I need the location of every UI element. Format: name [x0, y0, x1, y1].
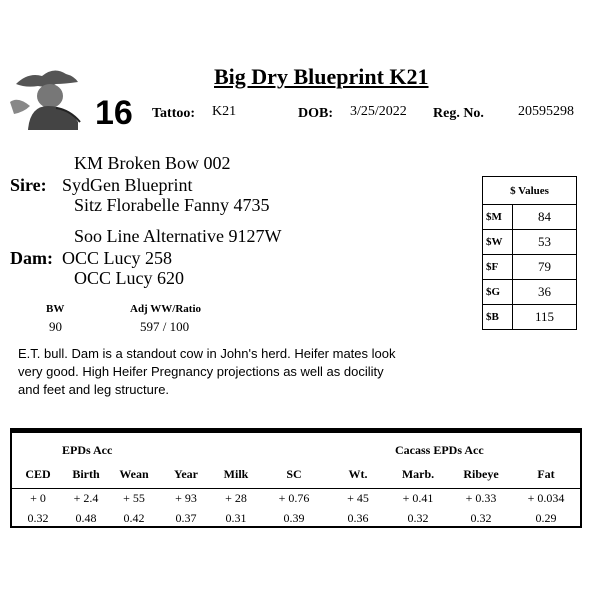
epd-column-header: Birth	[72, 467, 100, 481]
epd-accuracy: 0.32	[470, 511, 492, 525]
dv-value: 115	[513, 305, 577, 330]
dv-value: 79	[513, 255, 577, 280]
reg-value: 20595298	[518, 104, 574, 119]
epd-value: + 93	[175, 491, 197, 505]
dv-key: $B	[483, 305, 513, 330]
table-row	[483, 305, 577, 330]
epd-accuracy: 0.37	[175, 511, 197, 525]
epd-column-header: Ribeye	[463, 467, 499, 481]
epd-column-header: Marb.	[401, 467, 435, 481]
dv-value: 36	[513, 280, 577, 305]
carcass-epds-group-label: Cacass EPDs Acc	[395, 443, 484, 457]
epd-divider	[12, 488, 580, 489]
epd-value: + 0.41	[402, 491, 434, 505]
epd-accuracy: 0.36	[347, 511, 369, 525]
epd-accuracy: 0.29	[535, 511, 557, 525]
epd-value: + 45	[347, 491, 369, 505]
epd-accuracy: 0.39	[283, 511, 305, 525]
ww-value: 597 / 100	[140, 319, 190, 334]
epd-column-header: Wt.	[348, 467, 368, 481]
epd-value: + 0.33	[465, 491, 497, 505]
dv-value: 53	[513, 230, 577, 255]
epd-accuracy: 0.32	[407, 511, 429, 525]
epd-value: + 0.034	[527, 491, 565, 505]
dv-value: 84	[513, 205, 577, 230]
epd-column-header: Fat	[537, 467, 555, 481]
epd-value: + 55	[123, 491, 145, 505]
sire-name: SydGen Blueprint	[62, 175, 193, 195]
epd-accuracy: 0.32	[27, 511, 49, 525]
dam-name: OCC Lucy 258	[62, 248, 172, 268]
epd-value: + 28	[225, 491, 247, 505]
cowboy-photo	[8, 62, 82, 130]
dv-key: $M	[483, 205, 513, 230]
dob-value: 3/25/2022	[350, 104, 407, 119]
epd-accuracy: 0.42	[123, 511, 145, 525]
reg-label: Reg. No.	[433, 106, 484, 121]
epd-accuracy: 0.31	[225, 511, 247, 525]
epd-column-header: Wean	[119, 467, 149, 481]
sire-label: Sire:	[10, 175, 47, 195]
epd-column-header: SC	[286, 467, 302, 481]
dv-key: $G	[483, 280, 513, 305]
dollar-values-table	[482, 176, 577, 330]
notes-text: E.T. bull. Dam is a standout cow in John's herd. Heifer mates look very good. High Heifer Pregnancy projections as well as docility and feet and leg structure.	[18, 346, 396, 397]
sire-dam: Sitz Florabelle Fanny 4735	[74, 195, 270, 215]
dob-label: DOB:	[298, 106, 333, 121]
epd-value: + 2.4	[73, 491, 99, 505]
sire-sire: KM Broken Bow 002	[74, 153, 231, 173]
table-row	[483, 255, 577, 280]
epd-accuracy: 0.48	[75, 511, 97, 525]
bw-label: BW	[46, 303, 65, 315]
dam-dam: OCC Lucy 620	[74, 268, 184, 288]
epd-value: + 0.76	[278, 491, 310, 505]
dam-sire: Soo Line Alternative 9127W	[74, 226, 282, 246]
dam-label: Dam:	[10, 248, 53, 268]
bw-value: 90	[49, 319, 62, 334]
tattoo-value: K21	[212, 104, 237, 119]
dollar-values-header: $ Values	[483, 177, 577, 205]
tattoo-label: Tattoo:	[152, 106, 196, 121]
table-row	[483, 280, 577, 305]
dv-key: $W	[483, 230, 513, 255]
lot-number: 16	[95, 94, 133, 132]
table-row	[483, 230, 577, 255]
epd-column-header: CED	[25, 467, 51, 481]
epd-column-header: Year	[174, 467, 198, 481]
epds-group-label: EPDs Acc	[62, 443, 113, 457]
epd-value: + 0	[30, 491, 46, 505]
bull-name-title: Big Dry Blueprint K21	[214, 64, 429, 89]
ww-label: Adj WW/Ratio	[130, 303, 201, 315]
table-row	[483, 205, 577, 230]
epd-column-header: Milk	[223, 467, 249, 481]
dv-key: $F	[483, 255, 513, 280]
